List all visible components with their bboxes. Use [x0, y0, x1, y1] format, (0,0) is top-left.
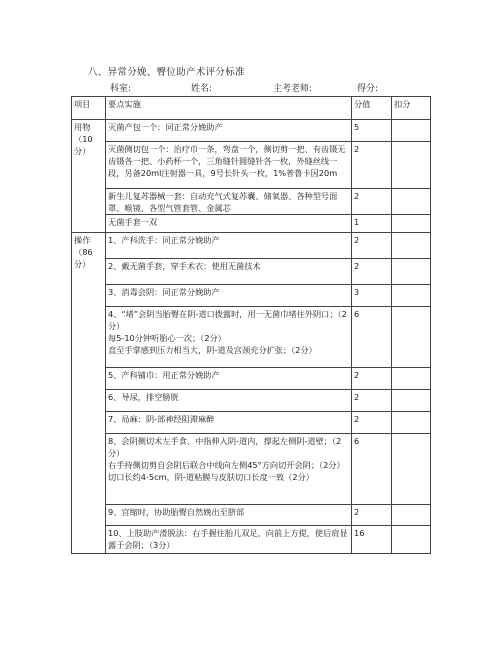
requirement-cell: 8、会阴侧切术左手食、中指伸入阴-道内，撑起左侧阴-道壁；（2分） 右手持侧切剪自会阴后联合中线向左侧45°方向切开会阴；（2分） 切口长约4-5cm，阴-道粘膜与皮肤切口长度一致（2分） — [106, 434, 352, 505]
score-value-cell: 6 — [352, 434, 392, 505]
requirement-cell: 5、产科铺巾：用正常分娩助产 — [106, 368, 352, 390]
table-row — [72, 505, 431, 526]
requirement-cell: 4、“堵”会阴当胎臀在阴-道口拨露时，用一无菌巾堵住外阴口；（2分） 每5-10分钟听胎心一次；（2分） 直至手掌感到压力相当大，阴-道及宫颈充分扩张；（2分） — [106, 307, 352, 368]
score-label: 得分: — [357, 84, 379, 94]
deduction-cell[interactable] — [392, 505, 431, 526]
header-value: 分值 — [352, 97, 392, 120]
deduction-cell[interactable] — [392, 215, 431, 233]
table-row — [72, 390, 431, 412]
requirement-cell: 灭菌产包一个：同正常分娩助产 — [106, 120, 352, 142]
table-row — [72, 285, 431, 307]
requirement-cell: 3、消毒会阴：同正常分娩助产 — [106, 285, 352, 307]
score-value-cell: 16 — [352, 526, 392, 554]
requirement-cell: 9、宫缩时，协助胎臀自然娩出至脐部 — [106, 505, 352, 526]
table-row — [72, 434, 431, 505]
header-points: 要点实施 — [106, 97, 352, 120]
examiner-label: 主考老师: — [273, 84, 313, 94]
score-value-cell: 2 — [352, 412, 392, 434]
score-value-cell: 2 — [352, 189, 392, 215]
deduction-cell[interactable] — [392, 434, 431, 505]
table-row — [72, 233, 431, 259]
requirement-cell: 6、导尿，排空膀胱 — [106, 390, 352, 412]
table-row — [72, 412, 431, 434]
requirement-cell: 7、局麻：阴-部神经阻滞麻醉 — [106, 412, 352, 434]
score-value-cell: 2 — [352, 233, 392, 259]
dept-label: 科室: — [110, 84, 132, 94]
score-value-cell: 2 — [352, 142, 392, 189]
deduction-cell[interactable] — [392, 390, 431, 412]
score-value-cell: 2 — [352, 390, 392, 412]
deduction-cell[interactable] — [392, 368, 431, 390]
table-row — [72, 307, 431, 368]
deduction-cell[interactable] — [392, 259, 431, 285]
table-row — [72, 368, 431, 390]
document-title: 八、异常分娩、臀位助产术评分标准 — [88, 67, 245, 78]
score-value-cell: 6 — [352, 307, 392, 368]
deduction-cell[interactable] — [392, 307, 431, 368]
table-row — [72, 215, 431, 233]
deduction-cell[interactable] — [392, 233, 431, 259]
scoring-table — [71, 96, 431, 554]
category-cell: 用物 （10 分） — [72, 120, 106, 233]
deduction-cell[interactable] — [392, 526, 431, 554]
deduction-cell[interactable] — [392, 412, 431, 434]
requirement-cell: 新生儿复苏器械一套：自动充气式复苏囊、储氧器、各种型号面罩、喉镜、各型气管套管、金属芯 — [106, 189, 352, 215]
deduction-cell[interactable] — [392, 285, 431, 307]
category-cell: 操作 （86 分） — [72, 233, 106, 554]
table-row — [72, 189, 431, 215]
table-row — [72, 120, 431, 142]
deduction-cell[interactable] — [392, 142, 431, 189]
score-value-cell: 3 — [352, 285, 392, 307]
table-row — [72, 526, 431, 554]
deduction-cell[interactable] — [392, 189, 431, 215]
score-value-cell: 5 — [352, 120, 392, 142]
score-value-cell: 2 — [352, 368, 392, 390]
name-label: 姓名: — [191, 84, 213, 94]
requirement-cell: 2、戴无菌手套，穿手术衣：使用无菌技术 — [106, 259, 352, 285]
table-header-row — [72, 97, 431, 120]
table-row — [72, 259, 431, 285]
requirement-cell: 灭菌侧切包一个：治疗巾一条，弯盘一个，侧切剪一把、有齿镊无齿镊各一把、小药杯一个，三角缝针圆缝针各一枚，外缝丝线一段，另备20ml注射器一具，9号长针头一枚，1%普鲁卡因20m — [106, 142, 352, 189]
score-value-cell: 2 — [352, 505, 392, 526]
score-value-cell: 2 — [352, 259, 392, 285]
requirement-cell: 10、上肢助产滑脱法：右手握住胎儿双足，向前上方提，使后肩显露于会阴；（3分） — [106, 526, 352, 554]
score-value-cell: 1 — [352, 215, 392, 233]
requirement-cell: 1、产科洗手：同正常分娩助产 — [106, 233, 352, 259]
header-deduct: 扣分 — [392, 97, 431, 120]
deduction-cell[interactable] — [392, 120, 431, 142]
table-row — [72, 142, 431, 189]
header-item: 项目 — [72, 97, 106, 120]
requirement-cell: 无菌手套一双 — [106, 215, 352, 233]
